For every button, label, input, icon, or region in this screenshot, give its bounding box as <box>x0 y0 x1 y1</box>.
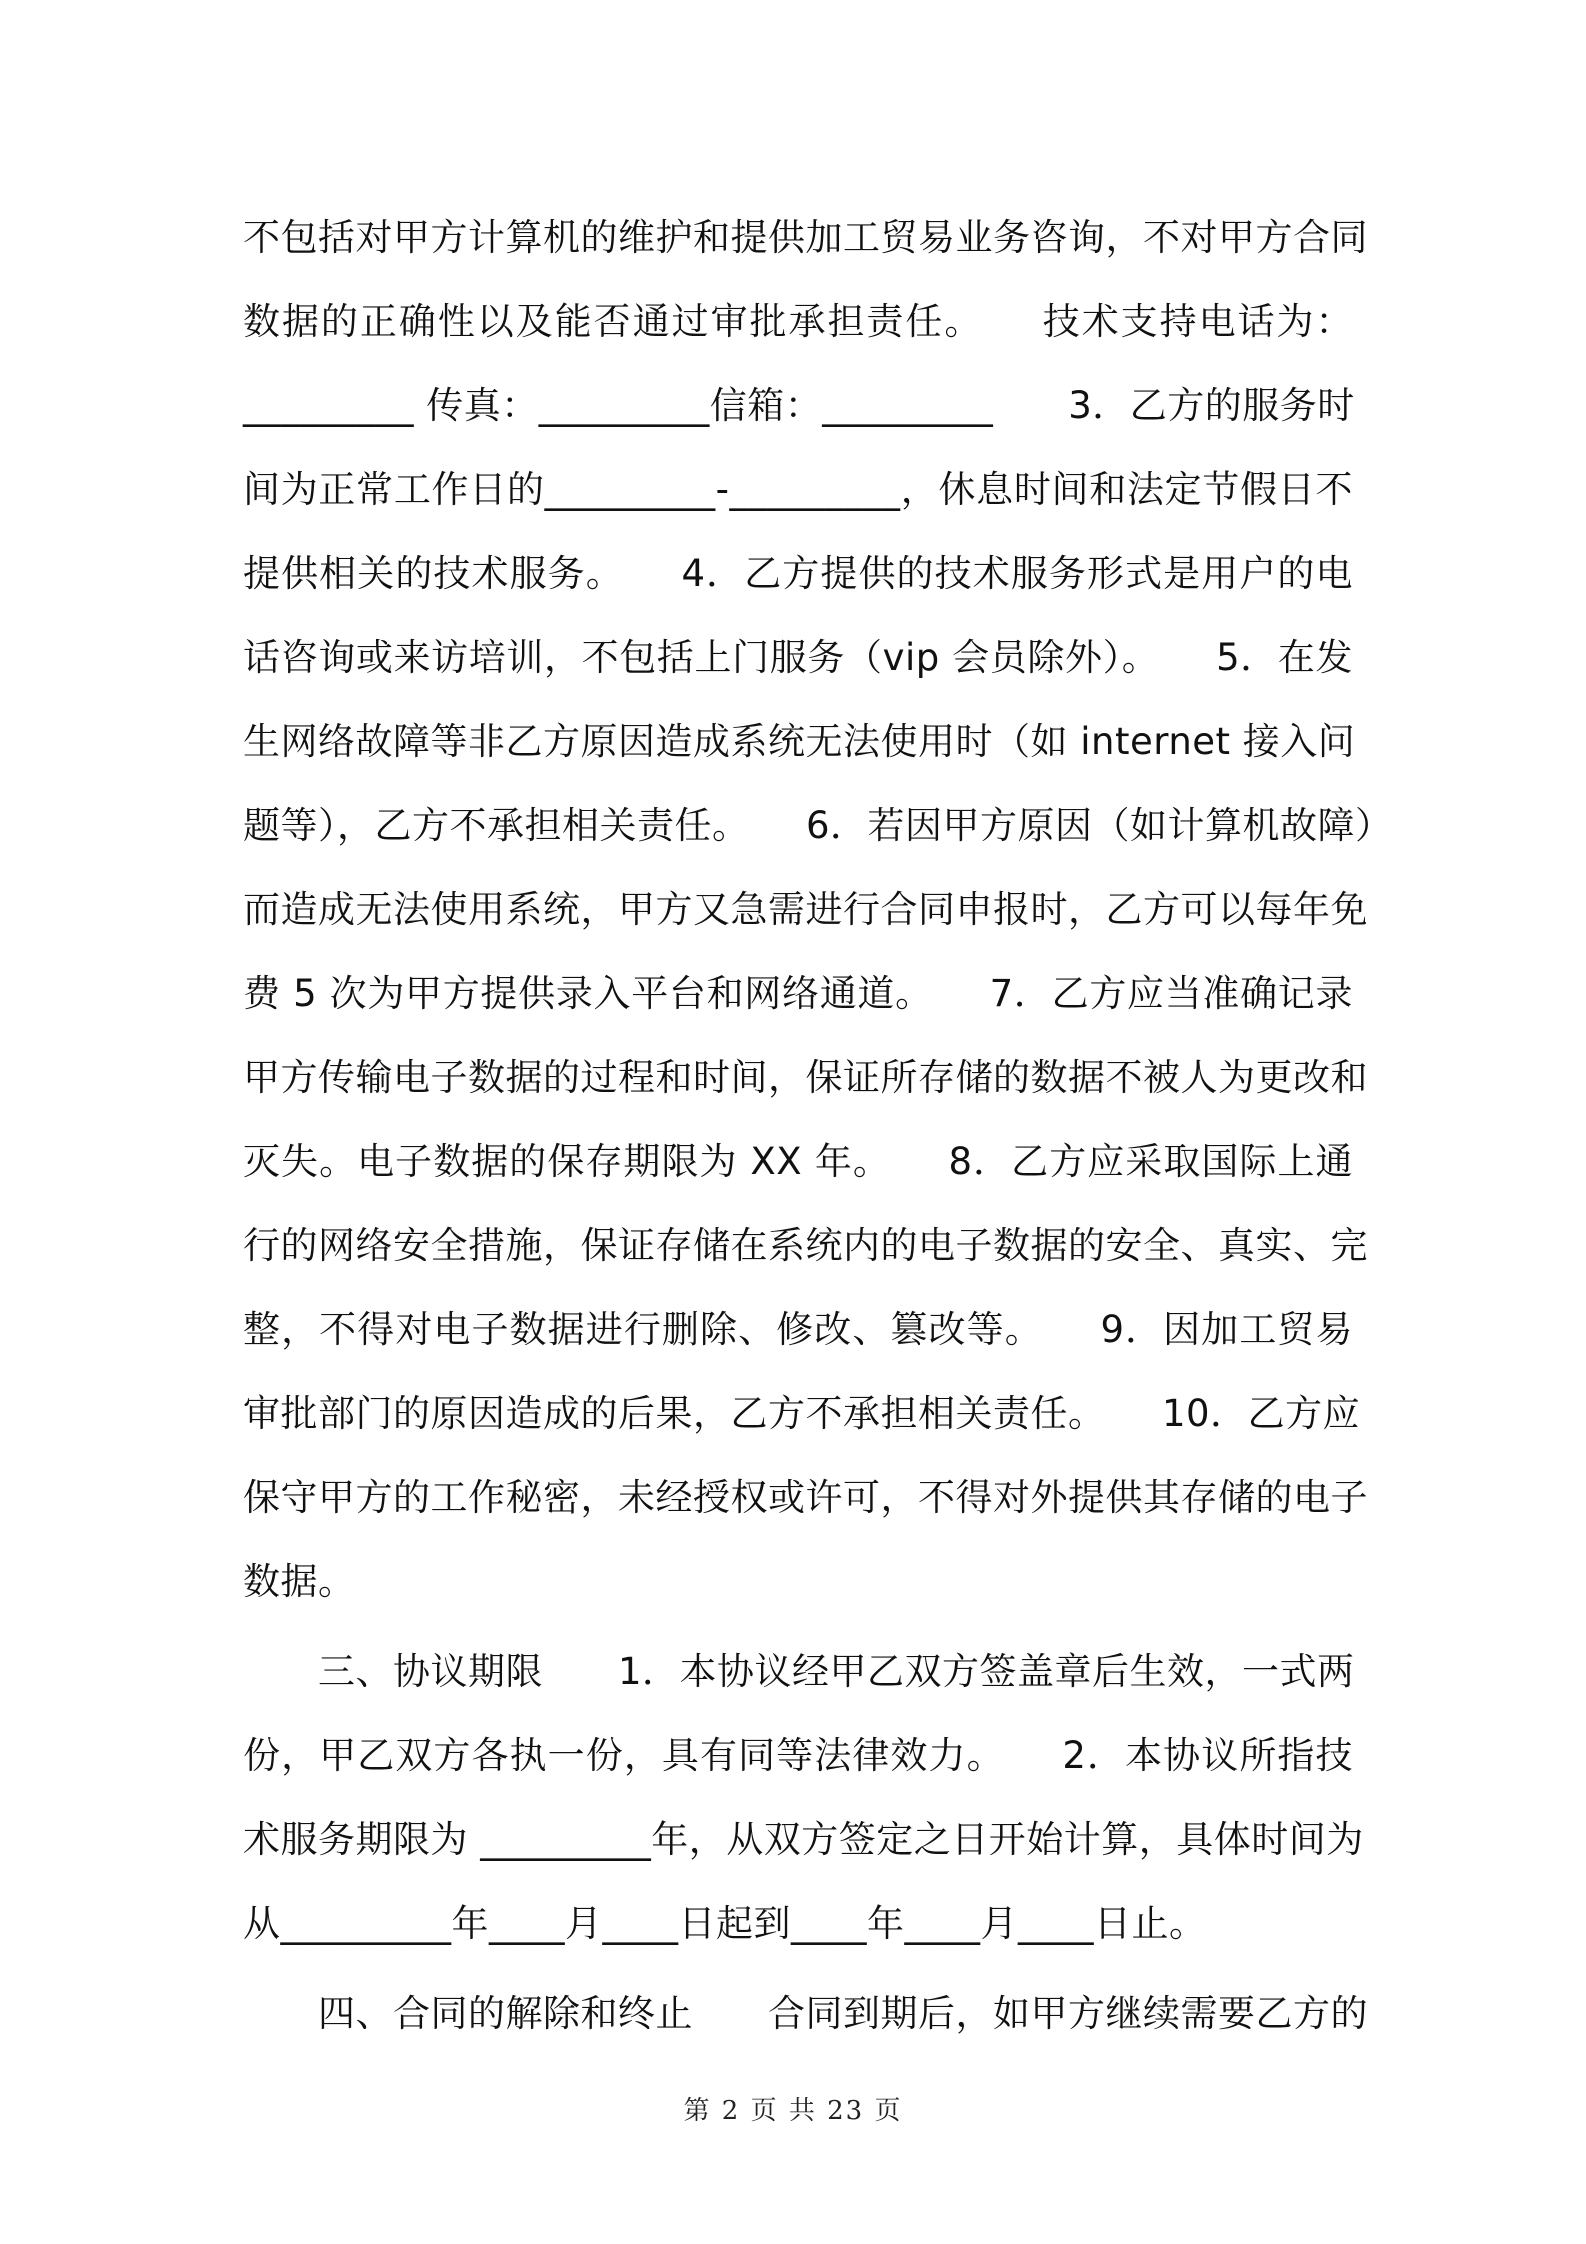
text-line: 甲方传输电子数据的过程和时间，保证所存储的数据不被人为更改和 <box>243 1056 1368 1099</box>
document-body <box>243 196 1393 2056</box>
text-line: 话咨询或来访培训，不包括上门服务（vip 会员除外）。 5．在发 <box>243 636 1353 679</box>
text-line: 整，不得对电子数据进行删除、修改、篡改等。 9．因加工贸易 <box>243 1308 1353 1351</box>
section-heading-line: 三、协议期限 1．本协议经甲乙双方签盖章后生效，一式两 <box>243 1650 1355 1693</box>
page-number-footer: 第 2 页 共 23 页 <box>683 2096 903 2126</box>
text-line: 生网络故障等非乙方原因造成系统无法使用时（如 internet 接入问 <box>243 720 1356 763</box>
text-line: 间为正常工作日的_________-_________，休息时间和法定节假日不 <box>243 468 1353 511</box>
text-line: 保守甲方的工作秘密，未经授权或许可，不得对外提供其存储的电子 <box>243 1476 1368 1519</box>
text-line: _________ 传真：_________信箱：_________ 3．乙方的服务时 <box>243 384 1355 427</box>
text-line: 行的网络安全措施，保证存储在系统内的电子数据的安全、真实、完 <box>243 1224 1368 1267</box>
text-line: 数据。 <box>243 1560 356 1603</box>
text-line: 灭失。电子数据的保存期限为 XX 年。 8．乙方应采取国际上通 <box>243 1140 1353 1183</box>
text-line: 从_________年____月____日起到____年____月____日止。 <box>243 1902 1207 1945</box>
text-line: 提供相关的技术服务。 4．乙方提供的技术服务形式是用户的电 <box>243 552 1353 595</box>
text-line: 而造成无法使用系统，甲方又急需进行合同申报时，乙方可以每年免 <box>243 888 1368 931</box>
text-line: 不包括对甲方计算机的维护和提供加工贸易业务咨询，不对甲方合同 <box>243 216 1368 259</box>
text-line: 审批部门的原因造成的后果，乙方不承担相关责任。 10．乙方应 <box>243 1392 1361 1435</box>
text-line: 数据的正确性以及能否通过审批承担责任。 技术支持电话为： <box>243 300 1353 343</box>
text-line: 份，甲乙双方各执一份，具有同等法律效力。 2．本协议所指技 <box>243 1734 1353 1777</box>
text-line: 术服务期限为 _________年，从双方签定之日开始计算，具体时间为 <box>243 1818 1364 1861</box>
text-line: 题等），乙方不承担相关责任。 6．若因甲方原因（如计算机故障） <box>243 804 1393 847</box>
section-heading-line: 四、合同的解除和终止 合同到期后，如甲方继续需要乙方的 <box>243 1992 1368 2035</box>
text-line: 费 5 次为甲方提供录入平台和网络通道。 7．乙方应当准确记录 <box>243 972 1353 1015</box>
